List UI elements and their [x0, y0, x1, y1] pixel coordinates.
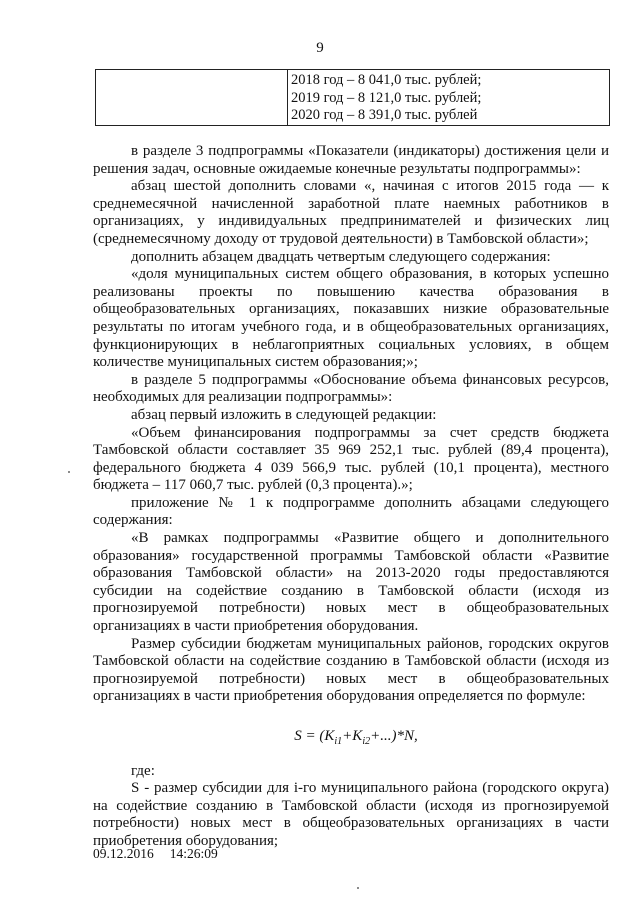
paragraph: Размер субсидии бюджетам муниципальных районов, городских округов Тамбовской области на содействие созданию в Тамбовской области (исходя из прогнозируемой потребности) новых мест в общеобразовательных организациях в части приобретения оборудования определяется по формуле: — [93, 635, 609, 705]
paragraph: абзац шестой дополнить словами «, начиная с итогов 2015 года — к среднемесячной начисленной заработной плате наемных работников в организациях, у индивидуальных предпринимателей и физических лиц (среднемесячному доходу от трудовой деятельности) в Тамбовской области»; — [93, 178, 609, 247]
budget-table — [95, 69, 610, 126]
paragraph: «доля муниципальных систем общего образования, в которых успешно реализованы проекты по повышению качества образования в общеобразовательных организациях, показавших низкие образовательные результаты по итогам учебного года, и в общеобразовательных организациях, функционирующих в неблагоприятных социальных условиях, в общем количестве муниципальных систем образования;»; — [93, 266, 609, 371]
formula-lhs: S = (K — [294, 728, 335, 744]
table-row-2019: 2019 год – 8 121,0 тыс. рублей; — [291, 89, 482, 106]
paragraph: приложение № 1 к подпрограмме дополнить абзацами следующего содержания: — [93, 494, 609, 529]
table-row-2018: 2018 год – 8 041,0 тыс. рублей; — [291, 72, 482, 88]
paragraph: абзац первый изложить в следующей редакции: — [131, 406, 437, 423]
formula-sub2: i2 — [362, 736, 371, 747]
formula-sub1: i1 — [334, 736, 343, 747]
paragraph: «Объем финансирования подпрограммы за счет средств бюджета Тамбовской области составляет 35 969 252,1 тыс. рублей (89,4 процента), федерального бюджета 4 039 566,9 тыс. рублей (10,1 процента), местного бюджета – 117 060,7 тыс. рублей (0,3 процента).»; — [93, 424, 609, 494]
paragraph: S - размер субсидии для i-го муниципального района (городского округа) на содействие созданию в Тамбовской области (исходя из прогнозируемой потребности) новых мест в общеобразовательных организациях в части приобретения оборудования; — [93, 780, 609, 849]
formula-mid: +K — [342, 728, 363, 744]
scan-speck — [357, 887, 359, 889]
paragraph: где: — [131, 762, 155, 779]
subsidy-formula — [93, 728, 609, 751]
print-date: 09.12.2016 — [93, 846, 154, 861]
table-row-2020: 2020 год – 8 391,0 тыс. рублей — [291, 107, 478, 123]
paragraph: в разделе 3 подпрограммы «Показатели (индикаторы) достижения цели и решения задач, основные ожидаемые конечные результаты подпрограммы»: — [93, 143, 609, 177]
paragraph: в разделе 5 подпрограммы «Обоснование объема финансовых ресурсов, необходимых для реализации подпрограммы»: — [93, 371, 609, 406]
paragraph: дополнить абзацем двадцать четвертым следующего содержания: — [131, 248, 551, 265]
print-time: 14:26:09 — [169, 846, 218, 861]
document-body — [93, 143, 609, 851]
paragraph: «В рамках подпрограммы «Развитие общего и дополнительного образования» государственной программы Тамбовской области «Развитие образования Тамбовской области» на 2013-2020 годы предоставляются субсидии на содействие созданию в Тамбовской области (исходя из прогнозируемой потребности) новых мест в общеобразовательных организациях в части приобретения оборудования. — [93, 530, 609, 635]
formula-rhs: +...)*N, — [370, 728, 418, 744]
page-number: 9 — [316, 40, 324, 56]
table-value-cell — [291, 72, 605, 125]
scan-speck — [68, 471, 70, 473]
print-timestamp — [93, 846, 218, 862]
table-empty-cell — [96, 70, 288, 125]
